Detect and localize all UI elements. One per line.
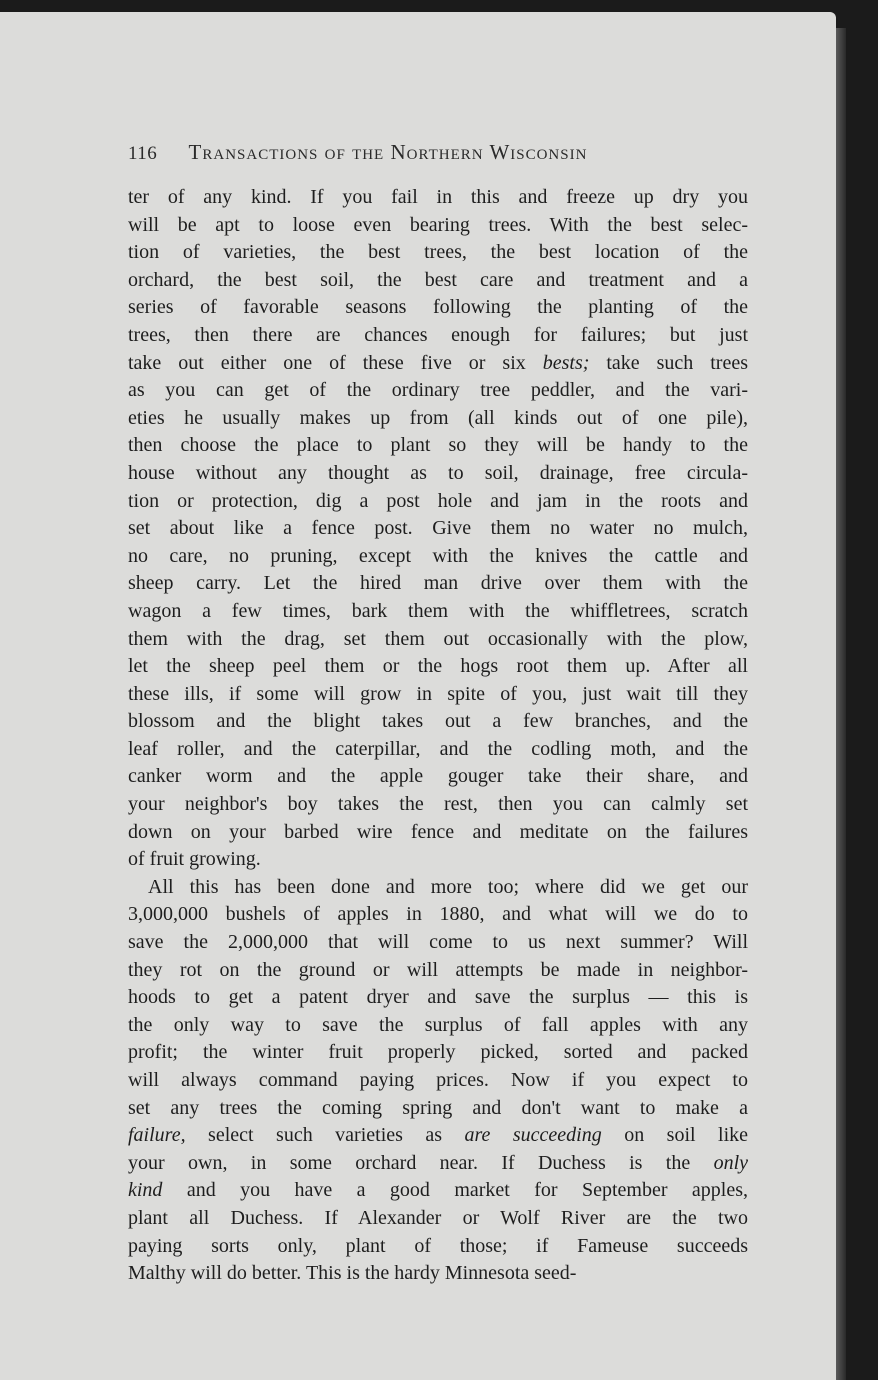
text-line: [128, 1039, 748, 1067]
text-run: as you can get of the ordinary tree peddler, and the vari-: [128, 379, 748, 402]
text-run: select such varieties as: [185, 1124, 465, 1147]
text-line: [128, 460, 748, 488]
text-run: your own, in some orchard near. If Duchess is the: [128, 1151, 714, 1174]
text-line: [128, 239, 748, 267]
text-line: [128, 736, 748, 764]
text-line: [128, 626, 748, 654]
running-header: [128, 140, 748, 165]
text-run: the only way to save the surplus of fall apples with any: [128, 1013, 748, 1036]
text-run: tion or protection, dig a post hole and jam in the roots and: [128, 489, 748, 512]
text-run: orchard, the best soil, the best care and treatment and a: [128, 268, 748, 291]
text-line: [128, 1150, 748, 1178]
text-run: wagon a few times, bark them with the whiffletrees, scratch: [128, 599, 748, 622]
text-line: [128, 791, 748, 819]
text-run: canker worm and the apple gouger take their share, and: [128, 765, 748, 788]
text-line: [128, 763, 748, 791]
text-run: All this has been done and more too; where did we get our: [148, 875, 748, 898]
text-run: 3,000,000 bushels of apples in 1880, and what will we do to: [128, 903, 748, 926]
text-line: [128, 708, 748, 736]
text-line: [128, 184, 748, 212]
text-line: [128, 294, 748, 322]
text-run: house without any thought as to soil, drainage, free circula-: [128, 461, 748, 484]
book-spine-edge: [836, 28, 846, 1380]
text-run: and you have a good market for September apples,: [162, 1179, 748, 1202]
body-text: [128, 184, 748, 1288]
text-run: let the sheep peel them or the hogs root them up. After all: [128, 655, 748, 678]
text-line: [128, 984, 748, 1012]
text-line: [128, 212, 748, 240]
text-run: tion of varieties, the best trees, the best location of the: [128, 241, 748, 264]
text-run: these ills, if some will grow in spite of you, just wait till they: [128, 682, 748, 705]
text-line: [128, 1177, 748, 1205]
text-run: of fruit growing.: [128, 848, 261, 871]
italic-text: bests;: [542, 351, 590, 374]
text-run: series of favorable seasons following the planting of the: [128, 296, 748, 319]
text-line: [128, 377, 748, 405]
text-line: [128, 874, 748, 902]
text-run: set any trees the coming spring and don't want to make a: [128, 1096, 748, 1119]
text-run: ter of any kind. If you fail in this and freeze up dry you: [128, 186, 748, 208]
text-line: [128, 598, 748, 626]
text-line: [128, 1260, 748, 1288]
text-run: plant all Duchess. If Alexander or Wolf River are the two: [128, 1206, 748, 1229]
text-line: [128, 515, 748, 543]
book-page: [0, 12, 836, 1380]
italic-text: only: [713, 1151, 748, 1174]
text-line: [128, 653, 748, 681]
text-run: take such trees: [589, 351, 748, 374]
text-line: [128, 488, 748, 516]
italic-text: kind: [128, 1179, 163, 1202]
text-run: down on your barbed wire fence and meditate on the failures: [128, 820, 748, 843]
text-line: [128, 1095, 748, 1123]
text-run: no care, no pruning, except with the knives the cattle and: [128, 544, 748, 567]
text-run: will be apt to loose even bearing trees. With the best selec-: [128, 213, 748, 236]
text-line: [128, 1067, 748, 1095]
text-line: [128, 929, 748, 957]
page-number: 116: [128, 143, 158, 164]
text-run: profit; the winter fruit properly picked, sorted and packed: [128, 1041, 748, 1064]
text-line: [128, 267, 748, 295]
text-run: sheep carry. Let the hired man drive over them with the: [128, 572, 748, 595]
text-line: [128, 901, 748, 929]
text-line: [128, 570, 748, 598]
text-run: blossom and the blight takes out a few branches, and the: [128, 710, 748, 733]
text-run: them with the drag, set them out occasionally with the plow,: [128, 627, 748, 650]
text-line: [128, 957, 748, 985]
text-run: they rot on the ground or will attempts be made in neighbor-: [128, 958, 748, 981]
text-line: [128, 819, 748, 847]
text-run: hoods to get a patent dryer and save the surplus — this is: [128, 986, 748, 1009]
running-title: Transactions of the Northern Wisconsin: [188, 140, 588, 164]
text-line: [128, 322, 748, 350]
text-run: eties he usually makes up from (all kinds out of one pile),: [128, 406, 748, 429]
text-run: set about like a fence post. Give them no water no mulch,: [128, 517, 748, 540]
text-run: take out either one of these five or six: [128, 351, 543, 374]
paragraph: [128, 874, 748, 1288]
italic-text: failure,: [128, 1124, 186, 1147]
text-run: save the 2,000,000 that will come to us next summer? Will: [128, 931, 748, 954]
text-line: [128, 405, 748, 433]
text-line: [128, 350, 748, 378]
text-run: your neighbor's boy takes the rest, then you can calmly set: [128, 793, 748, 816]
italic-text: are succeeding: [464, 1124, 602, 1147]
text-line: [128, 1122, 748, 1150]
text-run: on soil like: [601, 1124, 749, 1147]
text-line: [128, 846, 748, 874]
text-run: Malthy will do better. This is the hardy Minnesota seed-: [128, 1262, 577, 1285]
text-line: [128, 1012, 748, 1040]
text-run: then choose the place to plant so they will be handy to the: [128, 434, 748, 457]
paragraph: [128, 184, 748, 874]
text-run: paying sorts only, plant of those; if Fameuse succeeds: [128, 1234, 748, 1257]
text-run: leaf roller, and the caterpillar, and the codling moth, and the: [128, 737, 748, 760]
text-line: [128, 432, 748, 460]
text-line: [128, 1233, 748, 1261]
text-run: trees, then there are chances enough for failures; but just: [128, 323, 748, 346]
text-line: [128, 543, 748, 571]
text-line: [128, 681, 748, 709]
text-run: will always command paying prices. Now if you expect to: [128, 1069, 748, 1091]
text-line: [128, 1205, 748, 1233]
